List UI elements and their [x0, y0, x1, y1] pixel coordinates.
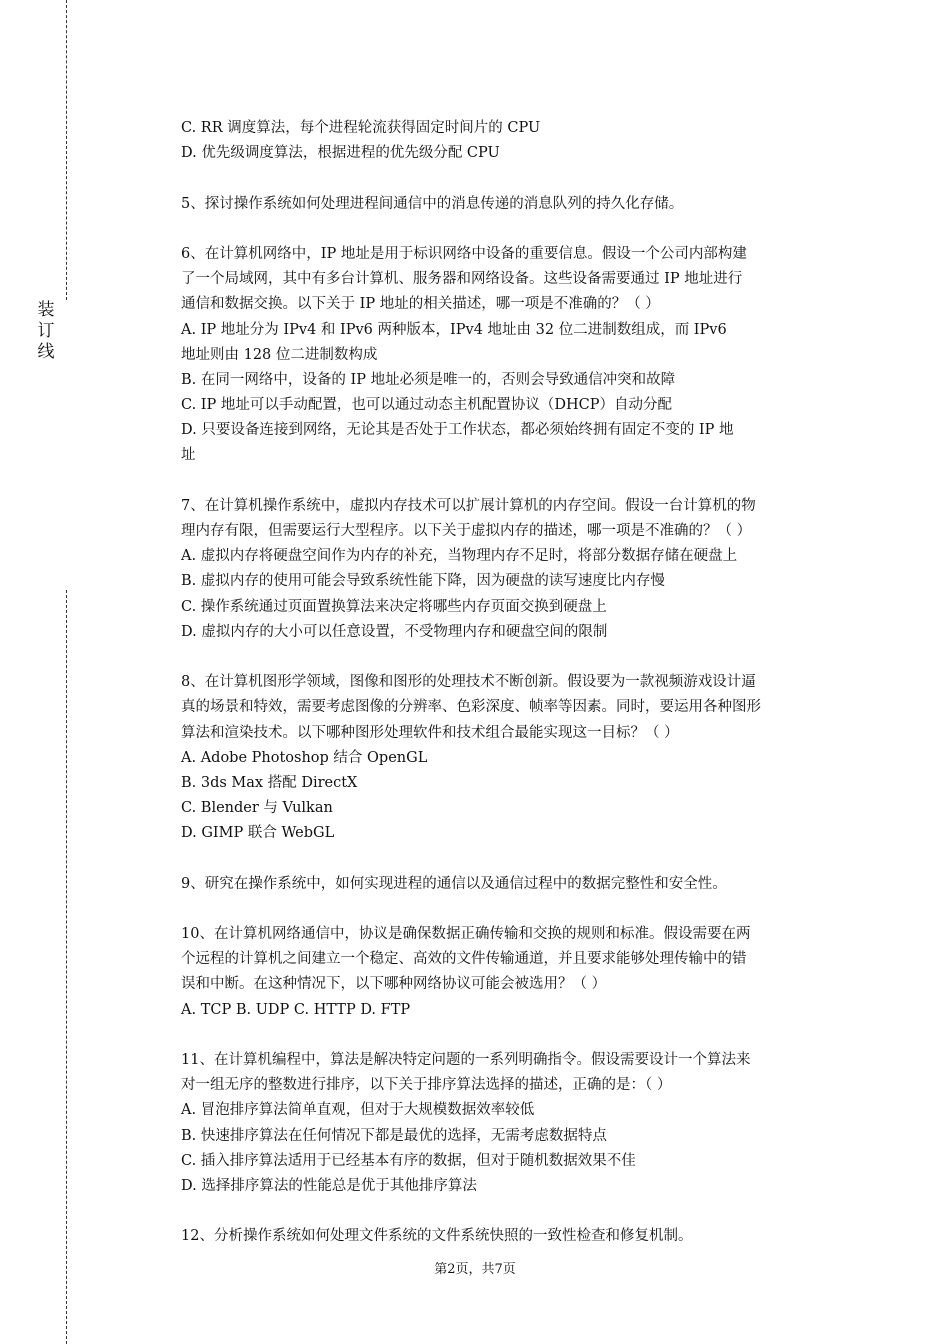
binding-label [36, 300, 56, 363]
text-line: 址 [181, 447, 196, 464]
section-gap [181, 846, 841, 871]
text-line: 7、在计算机操作系统中，虚拟内存技术可以扩展计算机的内存空间。假设一台计算机的物 [181, 497, 756, 514]
text-line: 真的场景和特效，需要考虑图像的分辨率、色彩深度、帧率等因素。同时，要运用各种图形 [181, 699, 761, 716]
text-line: D. GIMP 联合 WebGL [181, 825, 335, 842]
text-line: 6、在计算机网络中，IP 地址是用于标识网络中设备的重要信息。假设一个公司内部构建 [181, 245, 747, 262]
text-line: 11、在计算机编程中，算法是解决特定问题的一系列明确指令。假设需要设计一个算法来 [181, 1051, 751, 1068]
question-block [181, 116, 841, 166]
section-gap [181, 1023, 841, 1048]
question-block [181, 670, 841, 846]
text-line: B. 虚拟内存的使用可能会导致系统性能下降，因为硬盘的读写速度比内存慢 [181, 573, 665, 590]
section-gap [181, 166, 841, 191]
text-line: 算法和渲染技术。以下哪种图形处理软件和技术组合最能实现这一目标？（ ） [181, 724, 679, 741]
text-line: 8、在计算机图形学领域，图像和图形的处理技术不断创新。假设要为一款视频游戏设计逼 [181, 674, 756, 691]
text-line: C. 插入排序算法适用于已经基本有序的数据，但对于随机数据效果不佳 [181, 1152, 636, 1169]
text-line: 通信和数据交换。以下关于 IP 地址的相关描述，哪一项是不准确的？（ ） [181, 296, 660, 313]
text-line: A. 虚拟内存将硬盘空间作为内存的补充，当物理内存不足时，将部分数据存储在硬盘上 [181, 548, 738, 565]
section-gap [181, 1199, 841, 1224]
page-number: 第2页，共7页 [434, 1262, 516, 1277]
text-line: B. 快速排序算法在任何情况下都是最优的选择，无需考虑数据特点 [181, 1127, 607, 1144]
question-block [181, 242, 841, 469]
text-line: 了一个局域网，其中有多台计算机、服务器和网络设备。这些设备需要通过 IP 地址进行 [181, 271, 743, 288]
text-line: 地址则由 128 位二进制数构成 [181, 346, 378, 363]
question-block [181, 1048, 841, 1199]
text-line: D. 选择排序算法的性能总是优于其他排序算法 [181, 1177, 477, 1194]
section-gap [181, 897, 841, 922]
binding-line-top [66, 0, 67, 300]
text-line: D. 只要设备连接到网络，无论其是否处于工作状态，都必须始终拥有固定不变的 IP 地 [181, 422, 734, 439]
section-gap [181, 645, 841, 670]
text-line: 理内存有限，但需要运行大型程序。以下关于虚拟内存的描述，哪一项是不准确的？（ ） [181, 523, 752, 539]
section-gap [181, 217, 841, 242]
text-line: 对一组无序的整数进行排序，以下关于排序算法选择的描述，正确的是：（ ） [181, 1077, 672, 1094]
text-line: C. RR 调度算法，每个进程轮流获得固定时间片的 CPU [181, 120, 541, 136]
text-line: 9、研究在操作系统中，如何实现进程的通信以及通信过程中的数据完整性和安全性。 [181, 875, 727, 892]
text-line: C. 操作系统通过页面置换算法来决定将哪些内存页面交换到硬盘上 [181, 598, 607, 615]
text-line: C. IP 地址可以手动配置，也可以通过动态主机配置协议（DHCP）自动分配 [181, 397, 673, 414]
text-line: D. 虚拟内存的大小可以任意设置，不受物理内存和硬盘空间的限制 [181, 623, 608, 640]
text-line: B. 在同一网络中，设备的 IP 地址必须是唯一的，否则会导致通信冲突和故障 [181, 371, 676, 388]
text-line: 5、探讨操作系统如何处理进程间通信中的消息传递的消息队列的持久化存储。 [181, 195, 684, 212]
section-gap [181, 469, 841, 494]
binding-char: 线 [37, 342, 55, 362]
text-line: 个远程的计算机之间建立一个稳定、高效的文件传输通道，并且要求能够处理传输中的错 [181, 951, 747, 968]
text-line: 12、分析操作系统如何处理文件系统的文件系统快照的一致性检查和修复机制。 [181, 1228, 693, 1245]
question-block [181, 922, 841, 1023]
binding-char: 订 [37, 321, 55, 341]
text-line: A. 冒泡排序算法简单直观，但对于大规模数据效率较低 [181, 1102, 535, 1119]
text-line: A. TCP B. UDP C. HTTP D. FTP [181, 1001, 411, 1018]
question-block [181, 494, 841, 645]
text-line: C. Blender 与 Vulkan [181, 800, 333, 817]
text-line: 误和中断。在这种情况下，以下哪种网络协议可能会被选用？（ ） [181, 976, 607, 993]
question-block [181, 192, 841, 217]
binding-char: 装 [37, 300, 55, 320]
exam-content [181, 116, 841, 1249]
text-line: 10、在计算机网络通信中，协议是确保数据正确传输和交换的规则和标准。假设需要在两 [181, 926, 751, 942]
text-line: D. 优先级调度算法，根据进程的优先级分配 CPU [181, 145, 500, 162]
binding-line-bottom [66, 590, 67, 1344]
question-block [181, 1224, 841, 1249]
text-line: A. Adobe Photoshop 结合 OpenGL [181, 749, 428, 766]
question-block [181, 872, 841, 897]
text-line: B. 3ds Max 搭配 DirectX [181, 774, 358, 791]
text-line: A. IP 地址分为 IPv4 和 IPv6 两种版本，IPv4 地址由 32 位二进制数组成，而 IPv6 [181, 321, 727, 338]
